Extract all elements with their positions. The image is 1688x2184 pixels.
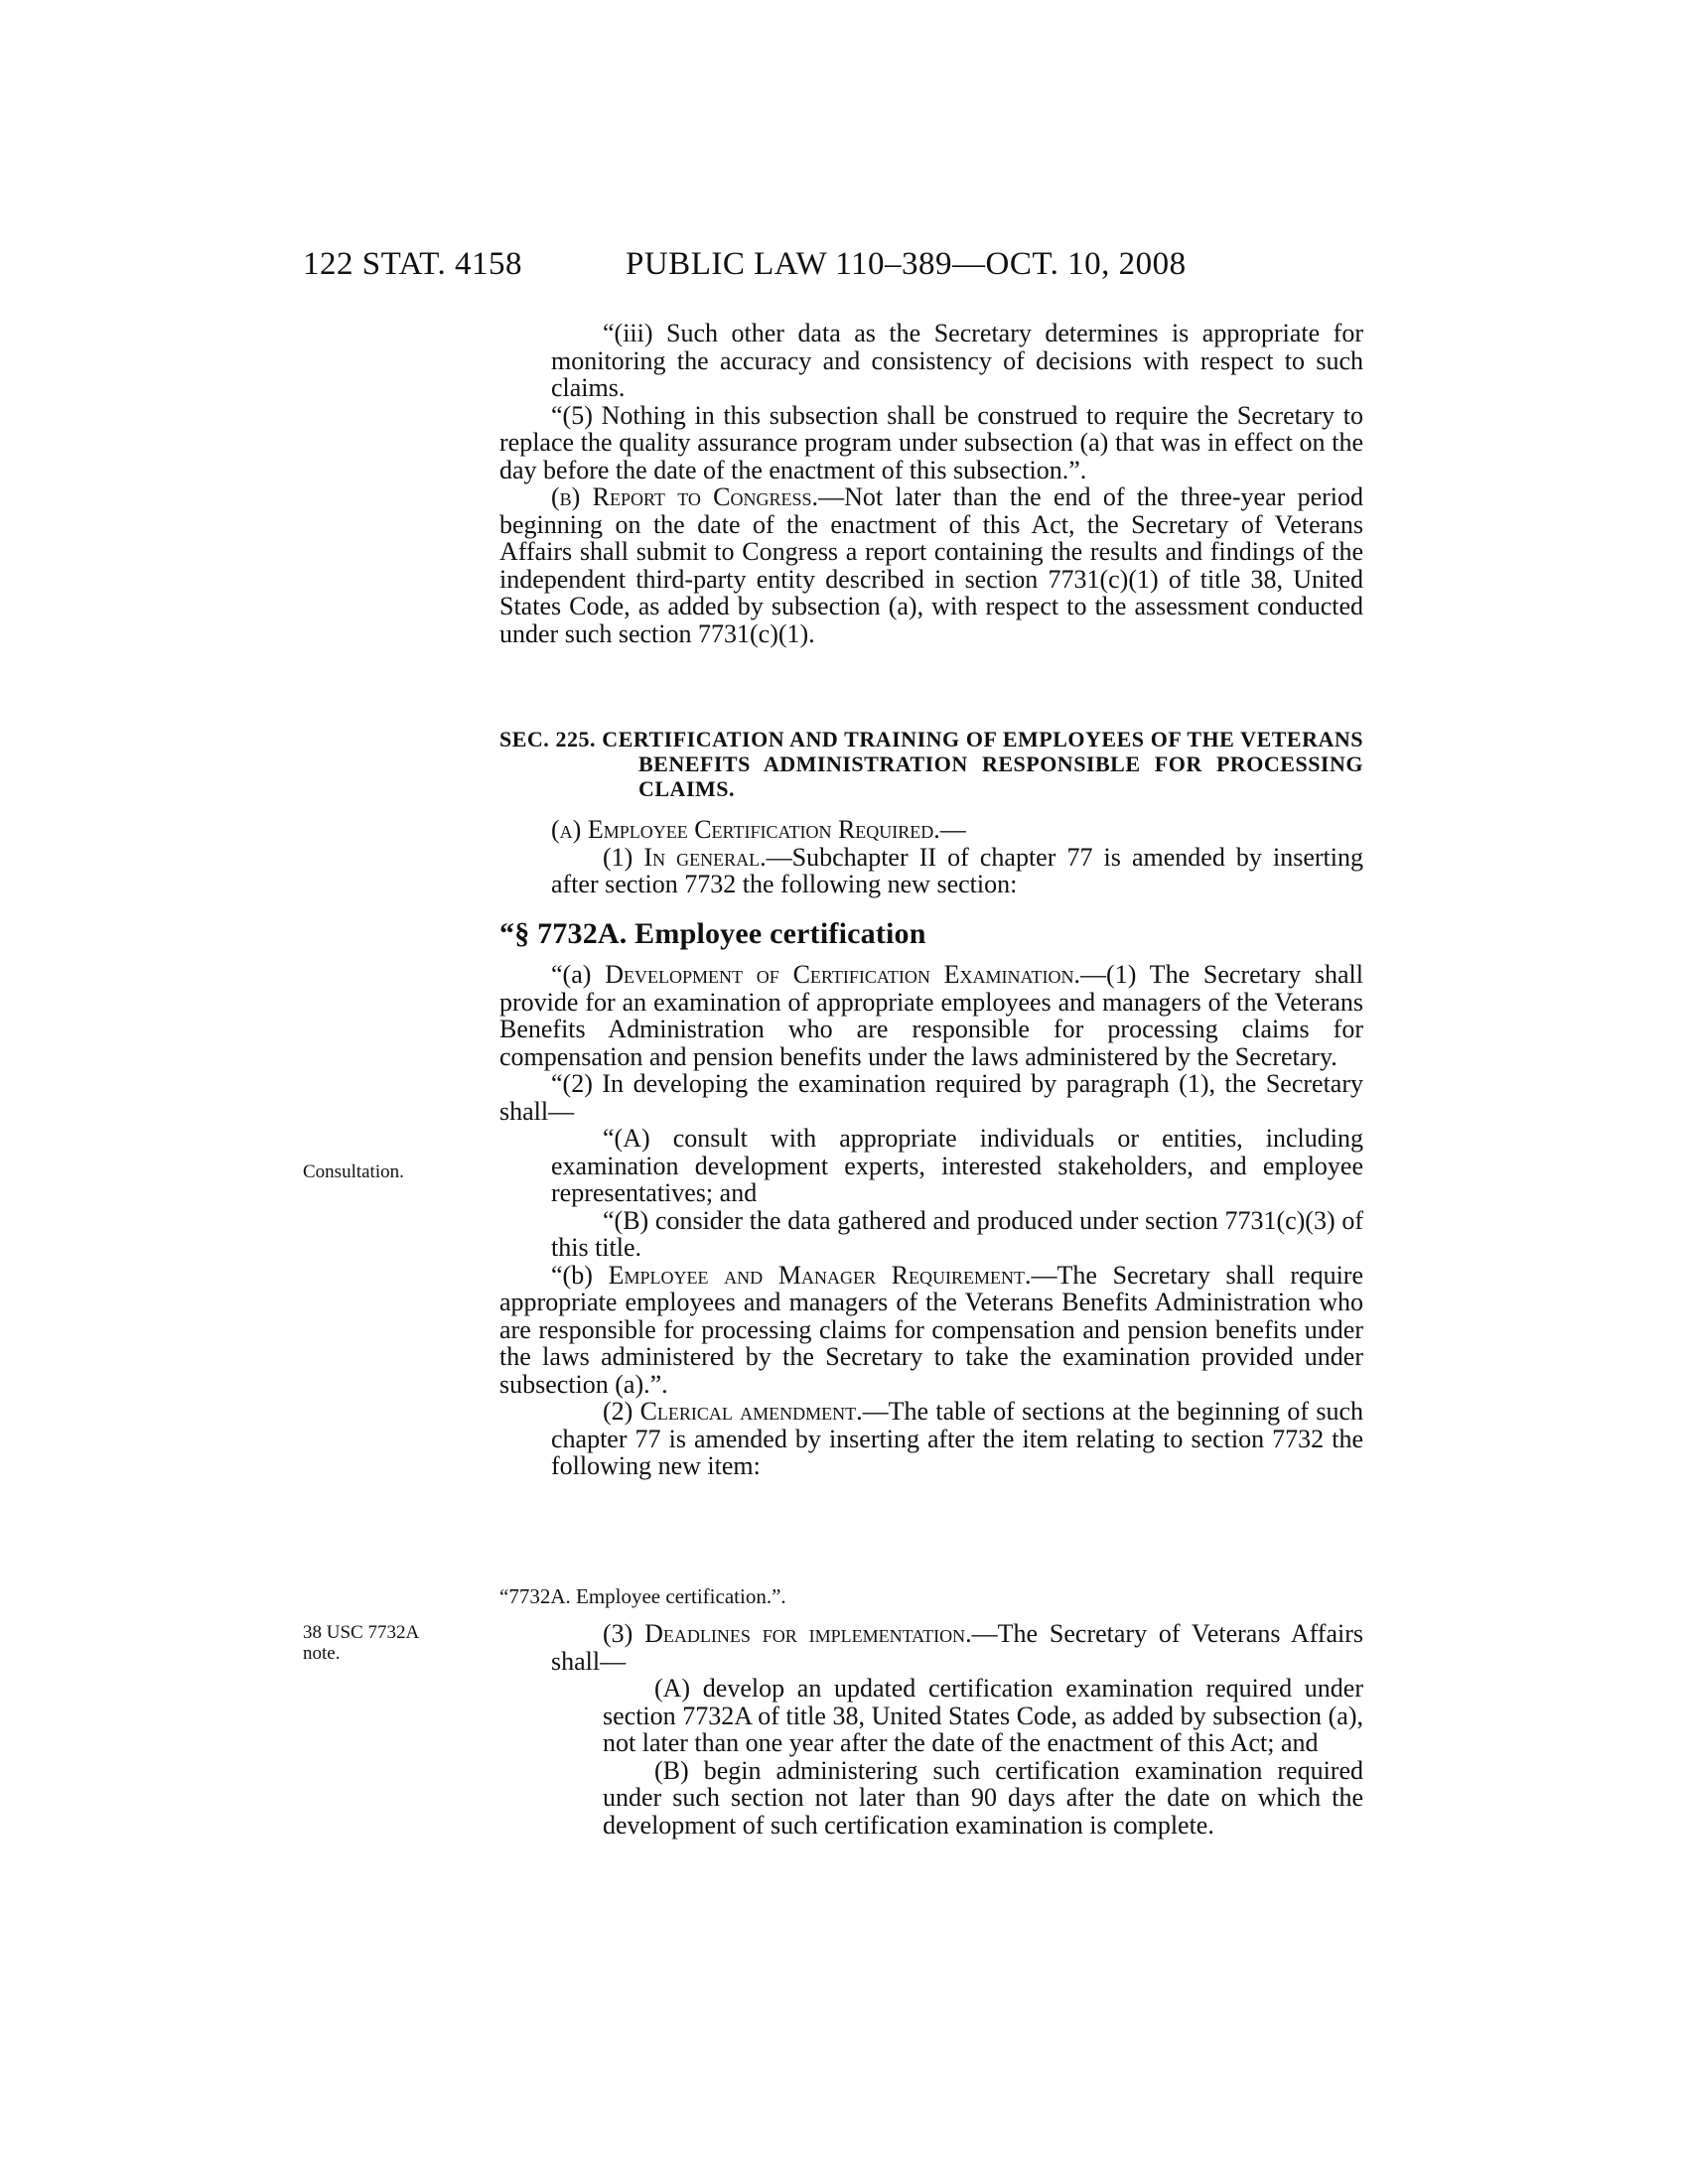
report-to-congress-text: —Not later than the end of the three-year period beginning on the date of the enactment of this Act, the Secretary of Veterans Affairs shall submit to Congress a report containing the results and findings of the independent third-party entity described in section 7731(c)(1) of title 38, United States Code, as added by subsection (a), with respect to the assessment conducted under such section 7731(c)(1).: [499, 482, 1363, 648]
section-7732a-body: [499, 961, 1363, 1480]
subsection-a-heading: [499, 816, 1363, 844]
paragraph-5: “(5) Nothing in this subsection shall be construed to require the Secretary to replace the quality assurance program under subsection (a) that was in effect on the day before the date of the enactment of this subsection.”.: [499, 400, 1363, 484]
paragraph-deadlines: [551, 1620, 1363, 1675]
margin-note-usc-line1: 38 USC 7732A: [303, 1622, 420, 1643]
paragraph-clerical-amendment: [551, 1398, 1363, 1480]
section-225-heading: SEC. 225. CERTIFICATION AND TRAINING OF EMPLOYEES OF THE VETERANS BENEFITS ADMINISTRATION RESPONSIBLE FOR PROCESSING CLAIMS.: [499, 727, 1363, 801]
7732a-b-text: —The Secretary shall require appropriate employees and managers of the Veterans Benefits Administration who are responsible for processing claims for compensation and pension benefits under the laws administered by the Secretary to take the examination provided under subsection (a).”.: [499, 1260, 1363, 1399]
deadlines-label: (3) Deadlines for implementation.: [603, 1619, 972, 1648]
clerical-label: (2) Clerical amendment.: [603, 1397, 863, 1426]
in-general-text: —Subchapter II of chapter 77 is amended by inserting after section 7732 the following new section:: [551, 842, 1363, 898]
section-7732a-title: “§ 7732A. Employee certification: [499, 917, 926, 950]
7732a-b-open: “(b): [551, 1260, 609, 1290]
deadlines-text: —The Secretary of Veterans Affairs shall—: [551, 1619, 1364, 1676]
7732a-b-label: Employee and Manager Requirement.: [608, 1260, 1032, 1290]
continuation-block: [499, 320, 1363, 647]
margin-note-usc-line2: note.: [303, 1643, 341, 1664]
report-to-congress-label: (b) Report to Congress.: [551, 482, 819, 511]
in-general-label: (1) In general.: [603, 842, 767, 872]
paragraph-7732a-A: “(A) consult with appropriate individuals or entities, including examination development experts, interested stakeholders, and employee representatives; and: [551, 1124, 1363, 1207]
subsection-a-label: (a) Employee Certification Required.: [551, 815, 940, 844]
7732a-a-open: “(a): [551, 960, 606, 989]
paragraph-deadlines-A: (A) develop an updated certification examination required under section 7732A of title 38, United States Code, as added by subsection (a), not later than one year after the date of the enactment of this Act; and: [603, 1674, 1363, 1757]
paragraph-iii: “(iii) Such other data as the Secretary determines is appropriate for monitoring the accuracy and consistency of decisions with respect to such claims.: [551, 319, 1363, 402]
margin-note-consultation: Consultation.: [303, 1161, 404, 1182]
paragraph-7732a-a: [499, 961, 1363, 1070]
paragraph-7732a-2: “(2) In developing the examination required by paragraph (1), the Secretary shall—: [499, 1069, 1363, 1126]
7732a-a-text: —(1) The Secretary shall provide for an examination of appropriate employees and managers of the Veterans Benefits Administration who are responsible for processing claims for compensation and pension benefits under the laws administered by the Secretary.: [499, 960, 1363, 1071]
paragraph-1-in-general: [551, 844, 1363, 898]
subsection-a-block: [499, 816, 1363, 898]
paragraph-7732a-B: “(B) consider the data gathered and produced under section 7731(c)(3) of this title.: [551, 1205, 1363, 1262]
margin-note-usc: [303, 1622, 419, 1664]
page-stat-citation: 122 STAT. 4158: [303, 246, 523, 282]
clerical-text: —The table of sections at the beginning of such chapter 77 is amended by inserting after the item relating to section 7732 the following new item:: [551, 1397, 1363, 1480]
7732a-a-label: Development of Certification Examination.: [605, 960, 1081, 989]
deadlines-block: [499, 1620, 1363, 1839]
paragraph-7732a-b: [499, 1262, 1363, 1399]
public-law-header: PUBLIC LAW 110–389—OCT. 10, 2008: [626, 246, 1187, 282]
subsection-a-dash: —: [939, 815, 966, 844]
paragraph-report-to-congress: [499, 483, 1363, 647]
table-of-sections-item: “7732A. Employee certification.”.: [499, 1584, 786, 1608]
paragraph-deadlines-B: (B) begin administering such certification examination required under such section not later than 90 days after the date on which the development of such certification examination is complete.: [603, 1755, 1363, 1840]
